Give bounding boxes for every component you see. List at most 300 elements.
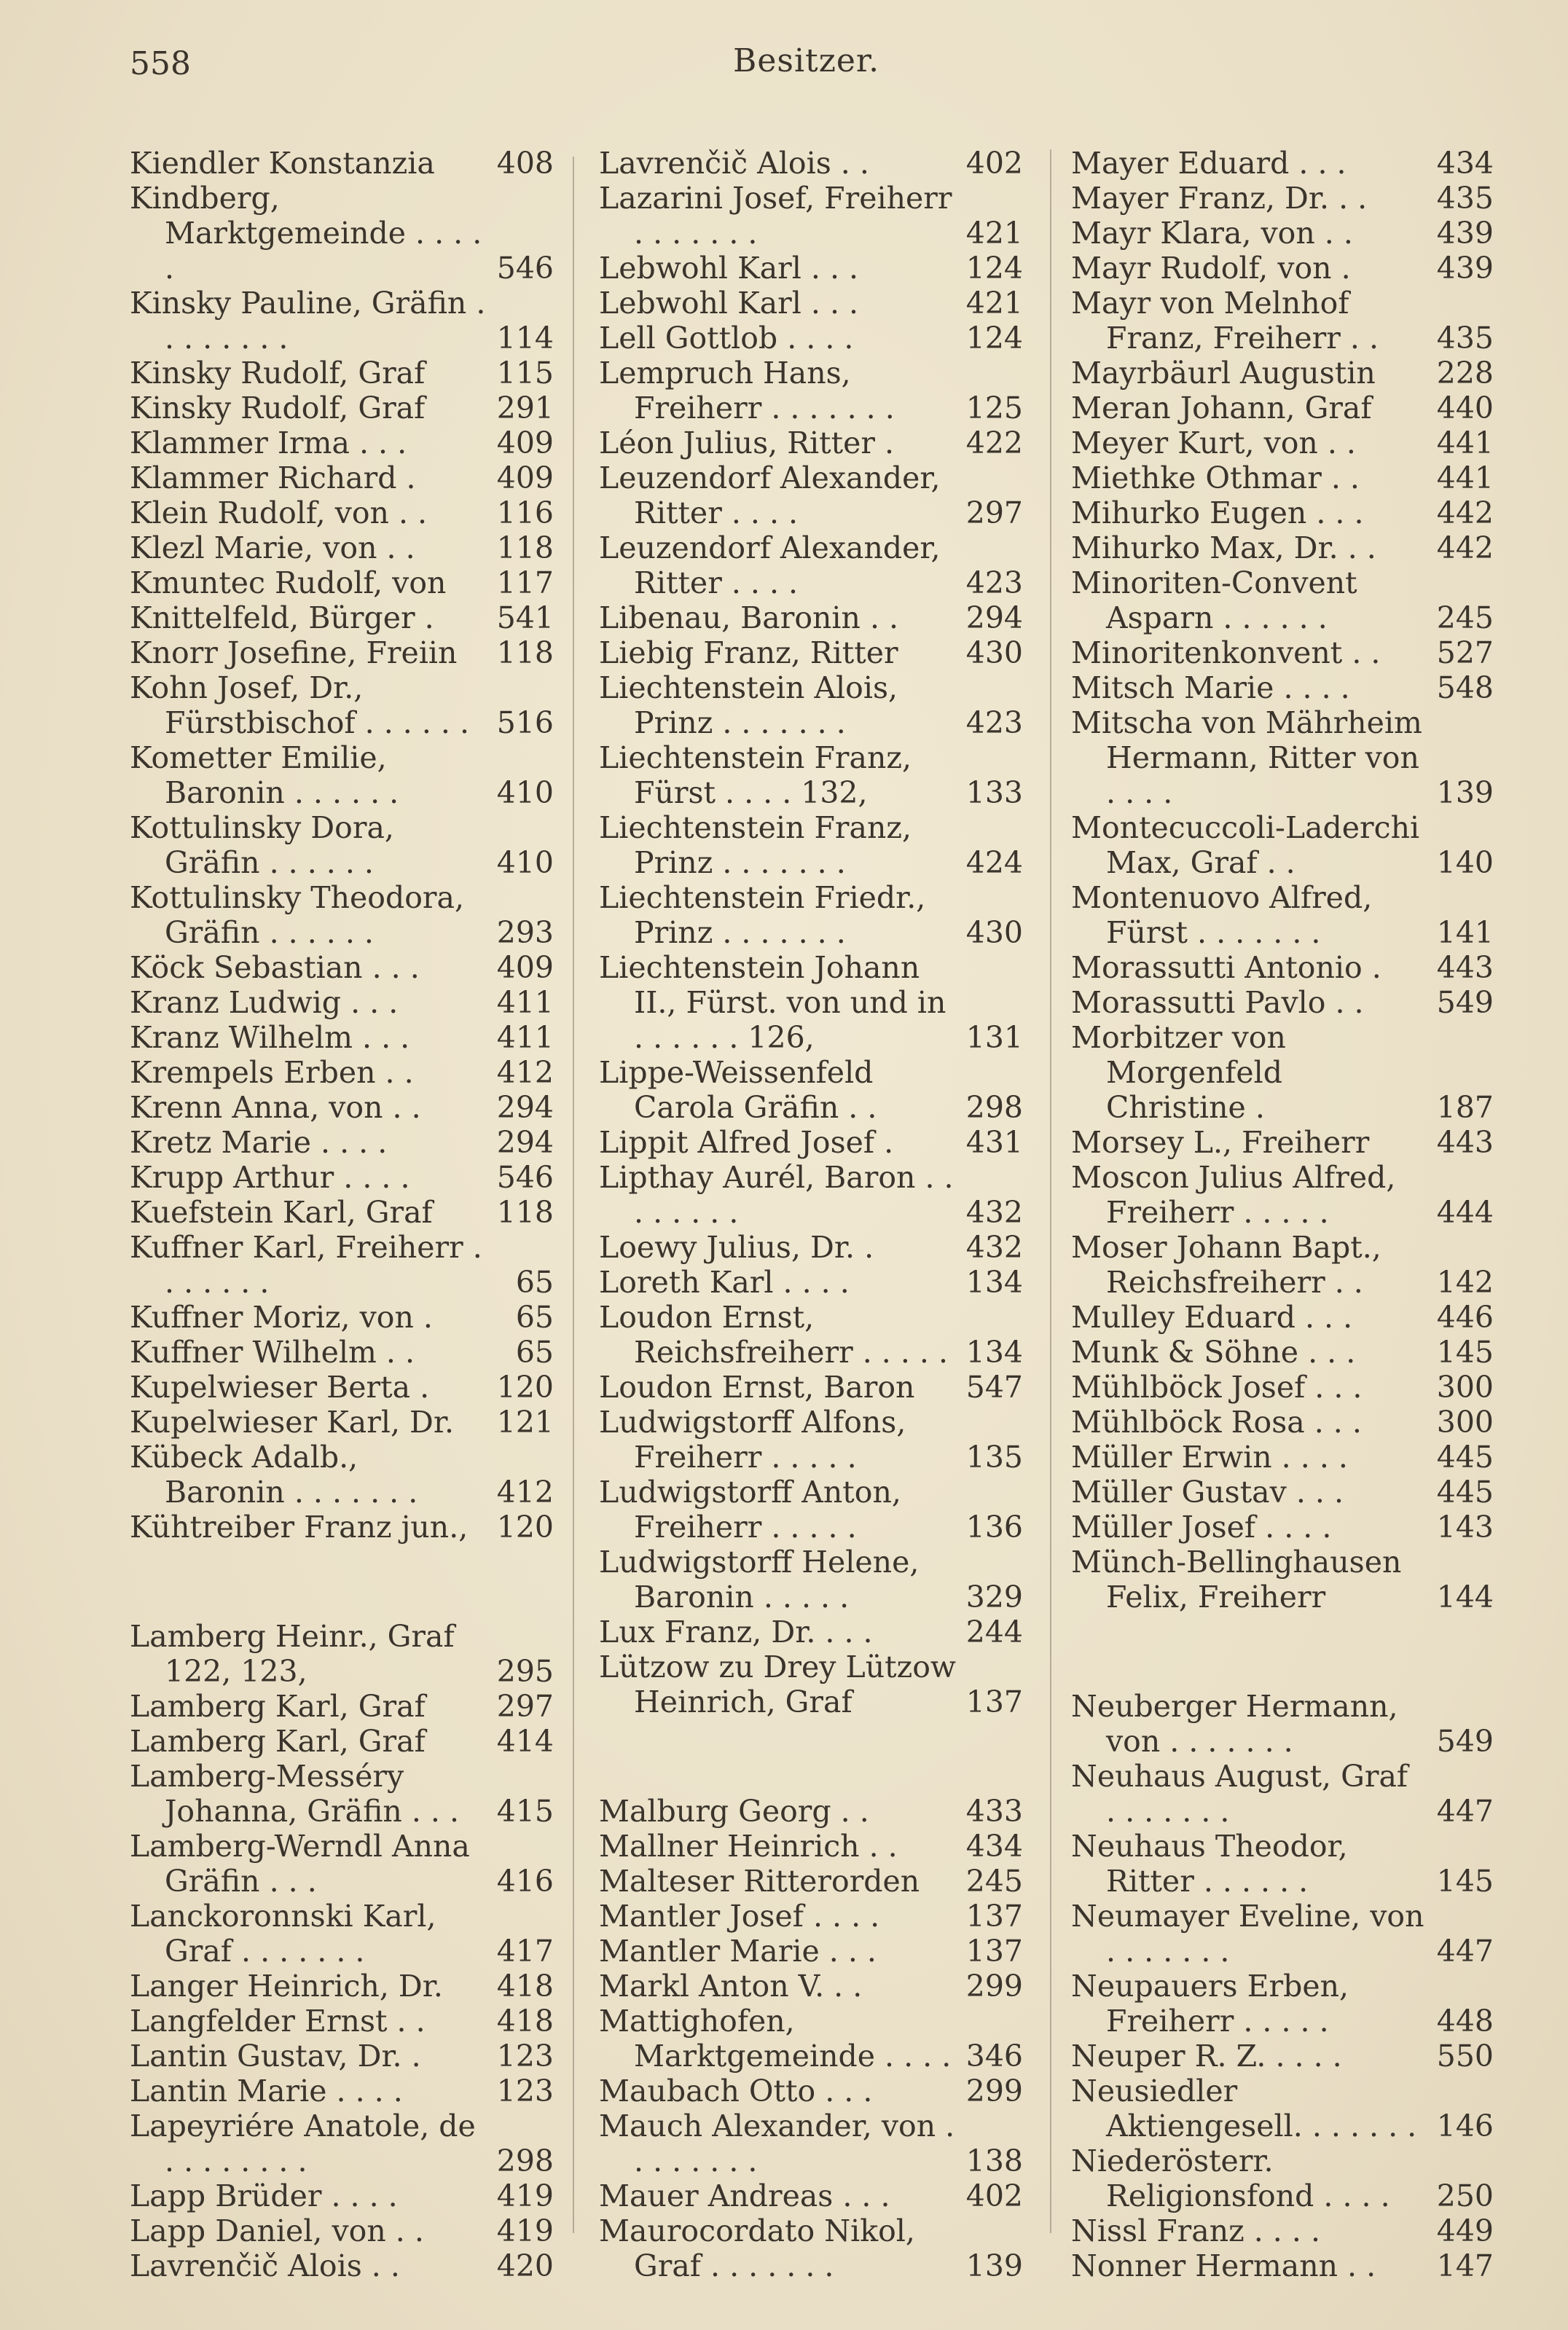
entry-page-number: 443 xyxy=(1436,950,1494,985)
index-entry xyxy=(130,425,554,460)
entry-name: Mühlböck Rosa . . . xyxy=(1071,1405,1362,1440)
index-entry xyxy=(1071,565,1494,635)
entry-name: Langfelder Ernst . . xyxy=(130,2004,426,2039)
entry-page-number: 144 xyxy=(1436,1580,1494,1615)
index-entry xyxy=(1071,1759,1494,1829)
column-divider xyxy=(1050,149,1051,2233)
entry-page-number: 299 xyxy=(965,2074,1023,2109)
entry-page-number: 434 xyxy=(1436,146,1494,181)
entry-page-number: 291 xyxy=(496,391,554,425)
entry-page-number: 121 xyxy=(496,1405,554,1440)
index-entry xyxy=(1071,1230,1494,1300)
entry-page-number: 124 xyxy=(965,321,1023,356)
index-entry xyxy=(1071,1689,1494,1759)
entry-page-number: 245 xyxy=(1436,600,1494,635)
index-entry xyxy=(130,1689,554,1724)
entry-page-number: 300 xyxy=(1436,1405,1494,1440)
entry-page-number: 411 xyxy=(496,1020,554,1055)
index-entry xyxy=(599,950,1023,1055)
entry-name: Liechtenstein Friedr., Prinz . . . . . . . xyxy=(599,880,926,950)
index-entry xyxy=(599,880,1023,950)
index-entry xyxy=(599,600,1023,635)
entry-page-number: 115 xyxy=(496,356,554,391)
index-entry xyxy=(130,1440,554,1510)
entry-name: Loreth Karl . . . . xyxy=(599,1265,850,1300)
index-entry xyxy=(1071,1510,1494,1545)
entry-name: Mattighofen, Marktgemeinde . . . . xyxy=(599,2004,952,2074)
index-entry xyxy=(130,2109,554,2178)
entry-name: Mallner Heinrich . . xyxy=(599,1829,898,1864)
entry-name: Loewy Julius, Dr. . xyxy=(599,1230,874,1265)
index-entry xyxy=(130,356,554,391)
index-entry xyxy=(130,181,554,286)
entry-name: Neupauers Erben, Freiherr . . . . . xyxy=(1071,1969,1349,2039)
entry-page-number: 430 xyxy=(965,915,1023,950)
letter-section-gap xyxy=(1071,1615,1494,1689)
index-entry xyxy=(130,2178,554,2213)
index-entry xyxy=(599,1300,1023,1370)
index-column-2 xyxy=(599,146,1023,2283)
entry-name: Liechtenstein Alois, Prinz . . . . . . . xyxy=(599,670,898,740)
index-entry xyxy=(1071,146,1494,181)
entry-name: Lipthay Aurél, Baron . . . . . . . . xyxy=(599,1160,954,1230)
index-entry xyxy=(1071,356,1494,391)
index-column-1 xyxy=(130,146,554,2283)
index-entry xyxy=(599,530,1023,600)
entry-page-number: 447 xyxy=(1436,1794,1494,1829)
entry-name: Meran Johann, Graf xyxy=(1071,391,1372,425)
entry-name: Lempruch Hans, Freiherr . . . . . . . xyxy=(599,356,895,425)
index-entry xyxy=(1071,460,1494,495)
entry-page-number: 414 xyxy=(496,1724,554,1759)
entry-page-number: 547 xyxy=(965,1370,1023,1405)
entry-name: Ludwigstorff Helene, Baronin . . . . . xyxy=(599,1545,920,1615)
entry-page-number: 228 xyxy=(1436,356,1494,391)
index-entry xyxy=(130,146,554,181)
entry-page-number: 449 xyxy=(1436,2213,1494,2248)
entry-page-number: 442 xyxy=(1436,495,1494,530)
entry-page-number: 419 xyxy=(496,2213,554,2248)
entry-name: Neumayer Eveline, von . . . . . . . xyxy=(1071,1899,1424,1969)
entry-name: Lippe-Weissenfeld Carola Gräfin . . xyxy=(599,1055,877,1125)
entry-name: Mantler Josef . . . . xyxy=(599,1899,880,1934)
entry-page-number: 409 xyxy=(496,425,554,460)
entry-page-number: 546 xyxy=(496,1160,554,1195)
index-entry xyxy=(599,2178,1023,2213)
index-entry xyxy=(599,1934,1023,1969)
entry-page-number: 418 xyxy=(496,2004,554,2039)
index-column-3 xyxy=(1071,146,1494,2283)
entry-page-number: 141 xyxy=(1436,915,1494,950)
entry-page-number: 245 xyxy=(965,1864,1023,1899)
entry-name: Kranz Wilhelm . . . xyxy=(130,1020,410,1055)
entry-name: Kuffner Moriz, von . xyxy=(130,1300,433,1335)
entry-page-number: 137 xyxy=(965,1899,1023,1934)
entry-page-number: 442 xyxy=(1436,530,1494,565)
entry-name: Lebwohl Karl . . . xyxy=(599,251,859,286)
entry-name: Niederösterr. Religionsfond . . . . xyxy=(1071,2143,1390,2213)
entry-page-number: 123 xyxy=(496,2039,554,2074)
entry-name: Münch-Bellinghausen Felix, Freiherr xyxy=(1071,1545,1402,1615)
entry-page-number: 65 xyxy=(515,1335,554,1370)
index-entry xyxy=(130,635,554,670)
index-entry xyxy=(130,950,554,985)
entry-name: Lazarini Josef, Freiherr . . . . . . . xyxy=(599,181,952,251)
entry-page-number: 412 xyxy=(496,1055,554,1090)
entry-page-number: 137 xyxy=(965,1934,1023,1969)
entry-name: Malburg Georg . . xyxy=(599,1794,869,1829)
entry-name: Mauch Alexander, von . . . . . . . . xyxy=(599,2109,955,2178)
entry-page-number: 416 xyxy=(496,1864,554,1899)
entry-name: Liebig Franz, Ritter xyxy=(599,635,898,670)
entry-name: Mayr von Melnhof Franz, Freiherr . . xyxy=(1071,286,1379,356)
entry-name: Lamberg Heinr., Graf 122, 123, xyxy=(130,1619,455,1689)
entry-name: Morassutti Pavlo . . xyxy=(1071,985,1364,1020)
index-entry xyxy=(599,1230,1023,1265)
entry-name: Markl Anton V. . . xyxy=(599,1969,863,2004)
entry-page-number: 541 xyxy=(496,600,554,635)
entry-name: Lavrenčič Alois . . xyxy=(599,146,869,181)
entry-name: Lantin Marie . . . . xyxy=(130,2074,403,2109)
entry-page-number: 139 xyxy=(965,2248,1023,2283)
index-entry xyxy=(599,1794,1023,1829)
index-entry xyxy=(599,2074,1023,2109)
entry-name: Kindberg, Marktgemeinde . . . . . xyxy=(130,181,482,286)
index-entry xyxy=(599,1370,1023,1405)
entry-name: Maubach Otto . . . xyxy=(599,2074,873,2109)
index-entry xyxy=(599,181,1023,251)
entry-page-number: 443 xyxy=(1436,1125,1494,1160)
index-entry xyxy=(1071,2074,1494,2143)
entry-page-number: 116 xyxy=(496,495,554,530)
entry-name: Kretz Marie . . . . xyxy=(130,1125,388,1160)
index-entry xyxy=(1071,2213,1494,2248)
entry-name: Mayr Klara, von . . xyxy=(1071,216,1353,251)
entry-name: Kottulinsky Dora, Gräfin . . . . . . xyxy=(130,810,394,880)
entry-name: Munk & Söhne . . . xyxy=(1071,1335,1356,1370)
entry-name: Kübeck Adalb., Baronin . . . . . . . xyxy=(130,1440,418,1510)
index-entry xyxy=(130,530,554,565)
entry-name: Mitscha von Mährheim Hermann, Ritter von . . . . xyxy=(1071,705,1422,810)
entry-page-number: 65 xyxy=(515,1265,554,1300)
index-entry xyxy=(1071,1899,1494,1969)
entry-name: Libenau, Baronin . . xyxy=(599,600,899,635)
entry-page-number: 409 xyxy=(496,950,554,985)
index-entry xyxy=(130,670,554,740)
index-entry xyxy=(130,1020,554,1055)
entry-name: Léon Julius, Ritter . xyxy=(599,425,895,460)
index-entry xyxy=(130,391,554,425)
index-entry xyxy=(130,1125,554,1160)
entry-page-number: 118 xyxy=(496,1195,554,1230)
index-entry xyxy=(130,1724,554,1759)
index-entry xyxy=(130,1969,554,2004)
entry-name: Mayer Franz, Dr. . . xyxy=(1071,181,1368,216)
entry-page-number: 431 xyxy=(965,1125,1023,1160)
index-entry xyxy=(1071,425,1494,460)
entry-name: Lapeyriére Anatole, de . . . . . . . . xyxy=(130,2109,476,2178)
entry-page-number: 137 xyxy=(965,1684,1023,1719)
column-divider xyxy=(573,157,574,2233)
entry-name: Leuzendorf Alexander, Ritter . . . . xyxy=(599,530,941,600)
entry-name: Morbitzer von Morgenfeld Christine . xyxy=(1071,1020,1286,1125)
index-entry xyxy=(599,146,1023,181)
entry-name: Mayrbäurl Augustin xyxy=(1071,356,1376,391)
entry-name: Kuefstein Karl, Graf xyxy=(130,1195,433,1230)
entry-page-number: 402 xyxy=(965,2178,1023,2213)
entry-name: Neuper R. Z. . . . . xyxy=(1071,2039,1342,2074)
index-entry xyxy=(130,1090,554,1125)
page-number: 558 xyxy=(130,45,191,82)
entry-name: Kuffner Wilhelm . . xyxy=(130,1335,415,1370)
index-entry xyxy=(1071,286,1494,356)
entry-name: Montecuccoli-Laderchi Max, Graf . . xyxy=(1071,810,1420,880)
entry-page-number: 421 xyxy=(965,286,1023,321)
entry-page-number: 139 xyxy=(1436,775,1494,810)
entry-name: Neuberger Hermann, von . . . . . . . xyxy=(1071,1689,1398,1759)
index-entry xyxy=(130,1899,554,1969)
entry-page-number: 411 xyxy=(496,985,554,1020)
entry-page-number: 549 xyxy=(1436,1724,1494,1759)
index-entry xyxy=(130,2248,554,2283)
entry-name: Knorr Josefine, Freiin xyxy=(130,635,458,670)
entry-name: Mayr Rudolf, von . xyxy=(1071,251,1351,286)
entry-name: Lützow zu Drey Lützow Heinrich, Graf xyxy=(599,1650,956,1719)
entry-name: Morsey L., Freiherr xyxy=(1071,1125,1370,1160)
entry-page-number: 250 xyxy=(1436,2178,1494,2213)
entry-page-number: 441 xyxy=(1436,460,1494,495)
index-entry xyxy=(1071,251,1494,286)
entry-page-number: 133 xyxy=(965,775,1023,810)
entry-page-number: 423 xyxy=(965,565,1023,600)
entry-page-number: 294 xyxy=(496,1090,554,1125)
entry-name: Miethke Othmar . . xyxy=(1071,460,1360,495)
entry-name: Müller Josef . . . . xyxy=(1071,1510,1332,1545)
entry-page-number: 424 xyxy=(965,845,1023,880)
entry-name: Lantin Gustav, Dr. . xyxy=(130,2039,421,2074)
entry-page-number: 346 xyxy=(965,2039,1023,2074)
entry-name: Lamberg Karl, Graf xyxy=(130,1689,426,1724)
entry-name: Kinsky Pauline, Gräfin . . . . . . . . xyxy=(130,286,486,356)
entry-page-number: 120 xyxy=(496,1510,554,1545)
entry-page-number: 123 xyxy=(496,2074,554,2109)
entry-page-number: 439 xyxy=(1436,251,1494,286)
entry-page-number: 147 xyxy=(1436,2248,1494,2283)
index-entry xyxy=(1071,2143,1494,2213)
index-entry xyxy=(599,460,1023,530)
entry-page-number: 548 xyxy=(1436,670,1494,705)
entry-page-number: 125 xyxy=(965,391,1023,425)
index-entry xyxy=(130,1055,554,1090)
index-entry xyxy=(599,356,1023,425)
entry-name: Kohn Josef, Dr., Fürstbischof . . . . . . xyxy=(130,670,469,740)
entry-page-number: 131 xyxy=(965,1020,1023,1055)
index-entry xyxy=(1071,705,1494,810)
entry-page-number: 65 xyxy=(515,1300,554,1335)
entry-page-number: 299 xyxy=(965,1969,1023,2004)
entry-page-number: 300 xyxy=(1436,1370,1494,1405)
index-entry xyxy=(599,1545,1023,1615)
index-entry xyxy=(1071,391,1494,425)
entry-page-number: 527 xyxy=(1436,635,1494,670)
index-entry xyxy=(1071,2248,1494,2283)
entry-name: Mayer Eduard . . . xyxy=(1071,146,1346,181)
index-entry xyxy=(599,2109,1023,2178)
entry-page-number: 432 xyxy=(965,1195,1023,1230)
index-entry xyxy=(599,251,1023,286)
index-entry xyxy=(1071,1405,1494,1440)
entry-page-number: 140 xyxy=(1436,845,1494,880)
entry-name: Lamberg-Werndl Anna Gräfin . . . xyxy=(130,1829,470,1899)
index-entry xyxy=(1071,1335,1494,1370)
entry-name: Minoritenkonvent . . xyxy=(1071,635,1381,670)
entry-name: Kinsky Rudolf, Graf xyxy=(130,356,426,391)
entry-page-number: 295 xyxy=(496,1654,554,1689)
entry-name: Lamberg-Messéry Johanna, Gräfin . . . xyxy=(130,1759,460,1829)
index-entry xyxy=(1071,1160,1494,1230)
index-entry xyxy=(1071,1545,1494,1615)
entry-name: Lux Franz, Dr. . . . xyxy=(599,1615,873,1650)
entry-page-number: 120 xyxy=(496,1370,554,1405)
index-entry xyxy=(130,1230,554,1300)
entry-page-number: 421 xyxy=(965,216,1023,251)
entry-page-number: 430 xyxy=(965,635,1023,670)
index-entry xyxy=(130,1300,554,1335)
index-entry xyxy=(130,495,554,530)
entry-page-number: 432 xyxy=(965,1230,1023,1265)
entry-page-number: 134 xyxy=(965,1335,1023,1370)
index-entry xyxy=(599,810,1023,880)
entry-page-number: 187 xyxy=(1436,1090,1494,1125)
entry-page-number: 434 xyxy=(965,1829,1023,1864)
entry-page-number: 423 xyxy=(965,705,1023,740)
entry-page-number: 134 xyxy=(965,1265,1023,1300)
entry-name: Klammer Richard . xyxy=(130,460,416,495)
entry-name: Liechtenstein Franz, Prinz . . . . . . . xyxy=(599,810,912,880)
index-entry xyxy=(599,321,1023,356)
index-entry xyxy=(599,1969,1023,2004)
index-entry xyxy=(1071,810,1494,880)
entry-name: Kupelwieser Berta . xyxy=(130,1370,430,1405)
entry-name: Kmuntec Rudolf, von xyxy=(130,565,447,600)
index-entry xyxy=(1071,181,1494,216)
entry-page-number: 441 xyxy=(1436,425,1494,460)
entry-page-number: 124 xyxy=(965,251,1023,286)
index-entry xyxy=(130,1335,554,1370)
entry-page-number: 145 xyxy=(1436,1864,1494,1899)
index-entry xyxy=(130,565,554,600)
index-entry xyxy=(1071,216,1494,251)
entry-name: Neuhaus Theodor, Ritter . . . . . . xyxy=(1071,1829,1348,1899)
entry-page-number: 408 xyxy=(496,146,554,181)
index-entry xyxy=(1071,635,1494,670)
index-entry xyxy=(599,2213,1023,2283)
entry-name: Lavrenčič Alois . . xyxy=(130,2248,400,2283)
entry-name: Lamberg Karl, Graf xyxy=(130,1724,426,1759)
index-entry xyxy=(599,1650,1023,1719)
entry-page-number: 417 xyxy=(496,1934,554,1969)
entry-name: Krenn Anna, von . . xyxy=(130,1090,421,1125)
entry-page-number: 445 xyxy=(1436,1440,1494,1475)
index-entry xyxy=(599,1405,1023,1475)
index-entry xyxy=(130,1829,554,1899)
index-entry xyxy=(599,1160,1023,1230)
entry-page-number: 444 xyxy=(1436,1195,1494,1230)
entry-name: Ludwigstorff Alfons, Freiherr . . . . . xyxy=(599,1405,906,1475)
entry-name: Lapp Daniel, von . . xyxy=(130,2213,424,2248)
index-entry xyxy=(1071,1829,1494,1899)
index-entry xyxy=(599,1055,1023,1125)
entry-name: Montenuovo Alfred, Fürst . . . . . . . xyxy=(1071,880,1373,950)
index-entry xyxy=(1071,1125,1494,1160)
index-entry xyxy=(1071,1370,1494,1405)
entry-page-number: 415 xyxy=(496,1794,554,1829)
entry-page-number: 294 xyxy=(496,1125,554,1160)
entry-page-number: 409 xyxy=(496,460,554,495)
entry-name: Mihurko Eugen . . . xyxy=(1071,495,1364,530)
entry-name: Neusiedler Aktiengesell. . . . . . . xyxy=(1071,2074,1417,2143)
index-entry xyxy=(1071,1475,1494,1510)
entry-page-number: 435 xyxy=(1436,181,1494,216)
entry-name: Liechtenstein Johann II., Fürst. von und in . . . . . . 126, xyxy=(599,950,946,1055)
entry-page-number: 446 xyxy=(1436,1300,1494,1335)
entry-page-number: 298 xyxy=(496,2143,554,2178)
entry-name: Lanckoronnski Karl, Graf . . . . . . . xyxy=(130,1899,436,1969)
entry-page-number: 440 xyxy=(1436,391,1494,425)
entry-page-number: 244 xyxy=(965,1615,1023,1650)
index-entry xyxy=(599,1125,1023,1160)
index-entry xyxy=(130,2004,554,2039)
index-entry xyxy=(1071,1300,1494,1335)
index-entry xyxy=(1071,495,1494,530)
entry-name: Minoriten-Convent Asparn . . . . . . xyxy=(1071,565,1357,635)
entry-page-number: 118 xyxy=(496,530,554,565)
index-entry xyxy=(1071,1440,1494,1475)
entry-page-number: 297 xyxy=(496,1689,554,1724)
entry-page-number: 143 xyxy=(1436,1510,1494,1545)
index-entry xyxy=(599,1829,1023,1864)
entry-page-number: 146 xyxy=(1436,2109,1494,2143)
entry-page-number: 422 xyxy=(965,425,1023,460)
entry-page-number: 412 xyxy=(496,1475,554,1510)
entry-page-number: 445 xyxy=(1436,1475,1494,1510)
index-entry xyxy=(599,1899,1023,1934)
entry-name: Langer Heinrich, Dr. xyxy=(130,1969,443,2004)
index-entry xyxy=(130,286,554,356)
entry-name: Lippit Alfred Josef . xyxy=(599,1125,894,1160)
entry-page-number: 410 xyxy=(496,845,554,880)
entry-name: Lebwohl Karl . . . xyxy=(599,286,859,321)
entry-name: Krempels Erben . . xyxy=(130,1055,414,1090)
index-entry xyxy=(599,425,1023,460)
entry-name: Kuffner Karl, Freiherr . . . . . . . xyxy=(130,1230,482,1300)
index-entry xyxy=(599,1475,1023,1545)
running-head: Besitzer. xyxy=(733,42,880,79)
entry-name: Nonner Hermann . . xyxy=(1071,2248,1376,2283)
index-entry xyxy=(130,810,554,880)
entry-page-number: 410 xyxy=(496,775,554,810)
index-entry xyxy=(130,985,554,1020)
entry-name: Moser Johann Bapt., Reichsfreiherr . . xyxy=(1071,1230,1381,1300)
index-entry xyxy=(1071,950,1494,985)
entry-page-number: 114 xyxy=(496,321,554,356)
entry-page-number: 138 xyxy=(965,2143,1023,2178)
entry-name: Meyer Kurt, von . . xyxy=(1071,425,1356,460)
entry-page-number: 329 xyxy=(965,1580,1023,1615)
entry-page-number: 546 xyxy=(496,251,554,286)
entry-name: Neuhaus August, Graf . . . . . . . xyxy=(1071,1759,1408,1829)
entry-name: Kometter Emilie, Baronin . . . . . . xyxy=(130,740,399,810)
